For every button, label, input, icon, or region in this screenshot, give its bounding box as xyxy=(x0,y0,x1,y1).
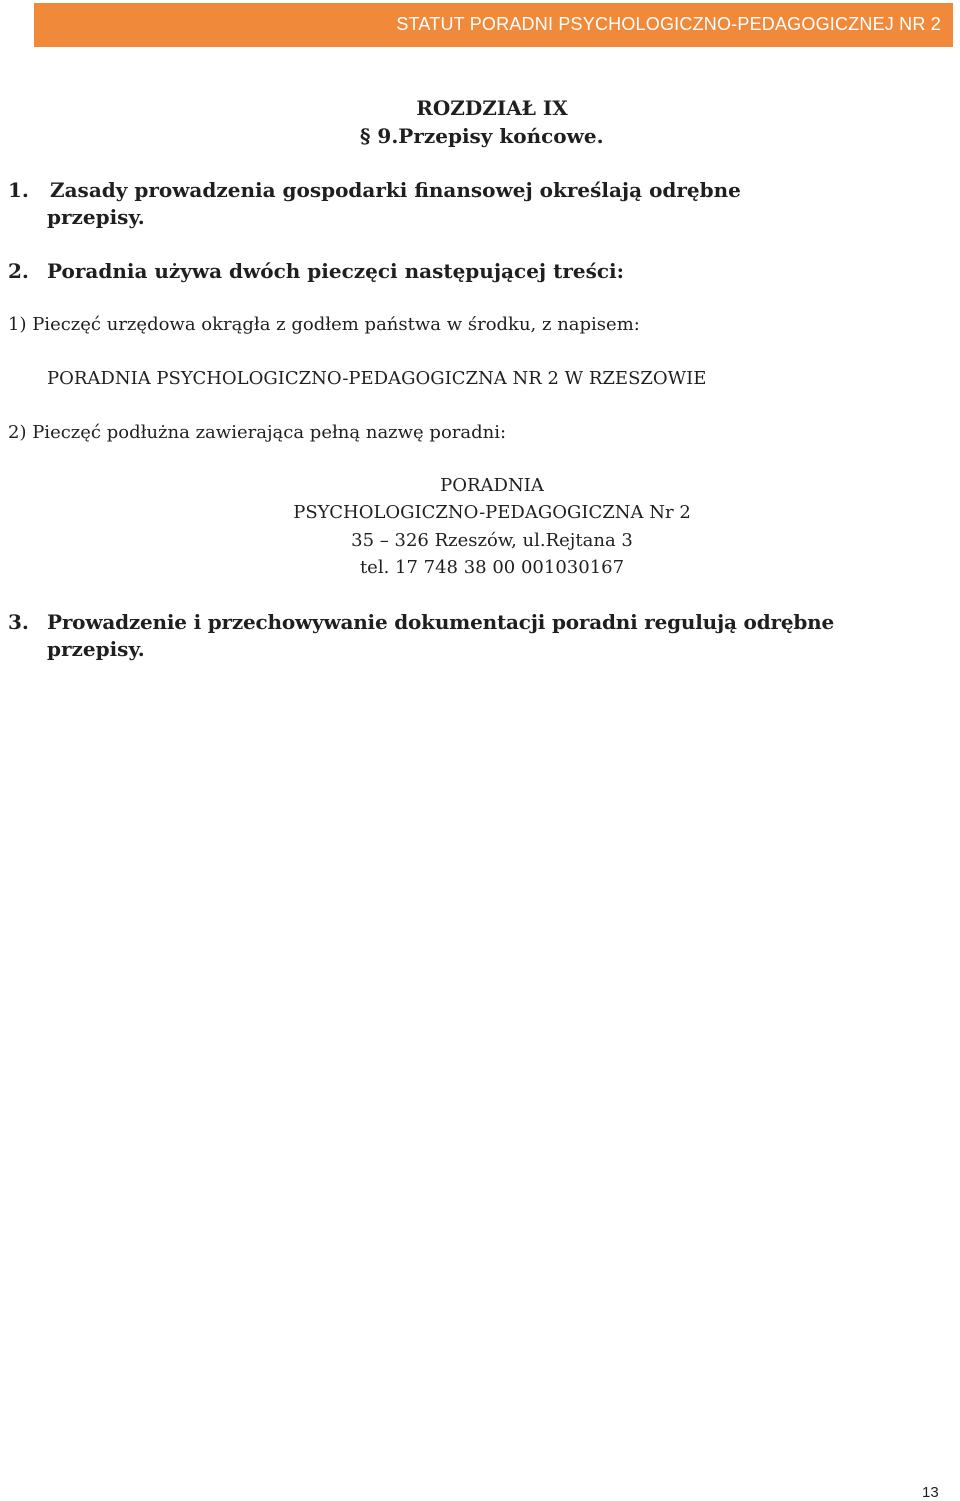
section-title: § 9.Przepisy końcowe. xyxy=(360,124,604,148)
stamp-2-line: PSYCHOLOGICZNO-PEDAGOGICZNA Nr 2 xyxy=(293,502,691,523)
stamp-2-label: 2) Pieczęć podłużna zawierająca pełną nazwę poradni: xyxy=(8,422,507,443)
item-text: Zasady prowadzenia gospodarki finansowej określają odrębne xyxy=(50,178,741,202)
stamp-2-line: tel. 17 748 38 00 001030167 xyxy=(359,557,625,578)
stamp-1-text: PORADNIA PSYCHOLOGICZNO-PEDAGOGICZNA NR 2 W RZESZOWIE xyxy=(47,368,707,389)
item-text: Prowadzenie i przechowywanie dokumentacji poradni regulują odrębne xyxy=(47,610,834,634)
stamp-2-line: PORADNIA xyxy=(440,475,544,496)
header-title: STATUT PORADNI PSYCHOLOGICZNO-PEDAGOGICZNEJ NR 2 xyxy=(396,14,941,34)
item-text-continued: przepisy. xyxy=(47,637,145,661)
page-number: 13 xyxy=(922,1484,939,1501)
header-bar xyxy=(34,3,953,47)
stamp-1-label: 1) Pieczęć urzędowa okrągła z godłem państwa w środku, z napisem: xyxy=(8,314,640,335)
item-text-continued: przepisy. xyxy=(47,205,145,229)
item-number: 1. xyxy=(8,178,29,202)
chapter-title: ROZDZIAŁ IX xyxy=(416,96,568,120)
item-text: Poradnia używa dwóch pieczęci następującej treści: xyxy=(47,259,625,283)
item-number: 3. xyxy=(8,610,29,634)
item-number: 2. xyxy=(8,259,29,283)
stamp-2-line: 35 – 326 Rzeszów, ul.Rejtana 3 xyxy=(351,530,633,551)
